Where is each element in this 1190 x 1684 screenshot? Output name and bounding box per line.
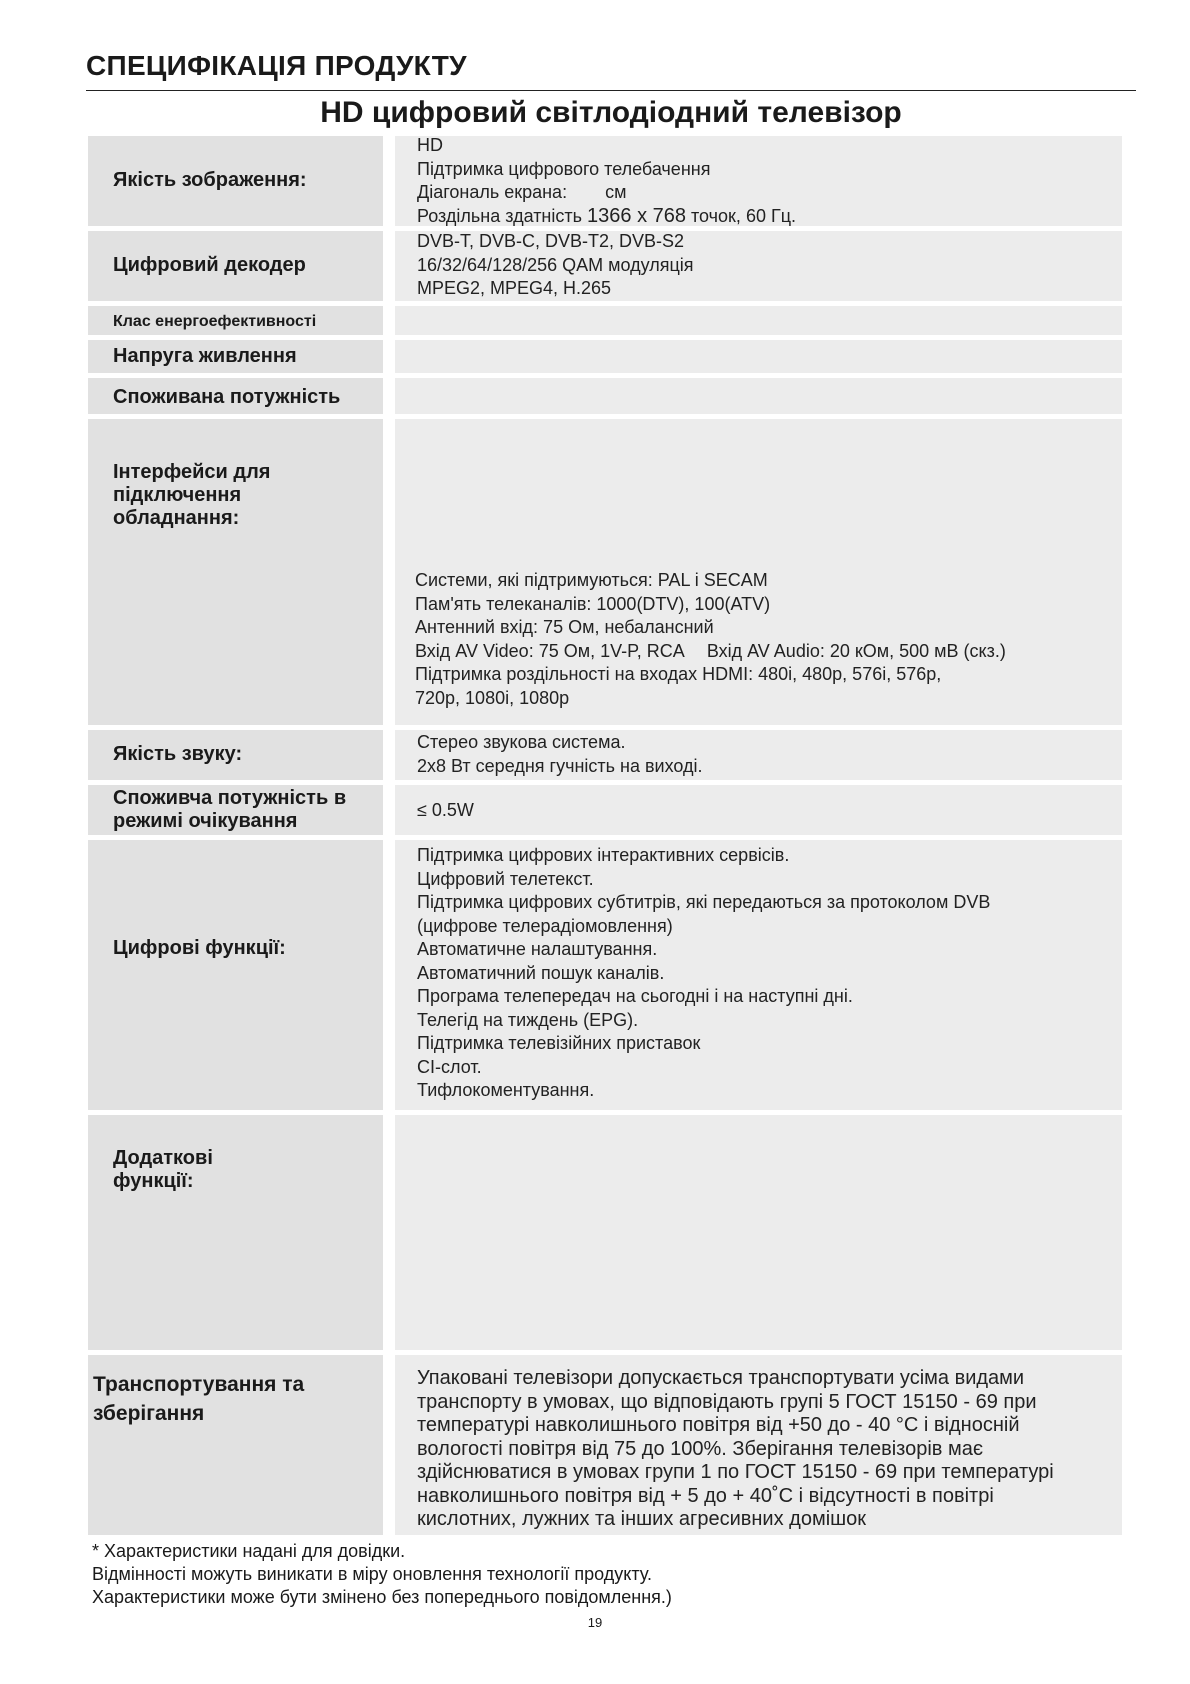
spec-value-cell bbox=[395, 1355, 1122, 1535]
spec-line: транспорту в умовах, що відповідають групі 5 ГОСТ 15150 - 69 при bbox=[417, 1390, 1037, 1413]
spec-line: Тифлокоментування. bbox=[417, 1080, 595, 1100]
spec-line: кислотних, лужних та інших агресивних домішок bbox=[417, 1508, 867, 1530]
spec-resolution: 1366 x 768 bbox=[587, 204, 686, 227]
spec-line: Діагональ екрана: bbox=[417, 182, 568, 202]
spec-line: Підтримка цифрового телебачення bbox=[417, 158, 711, 179]
spec-line: Системи, які підтримуються: PAL і SECAM bbox=[415, 570, 768, 590]
spec-value-cell bbox=[395, 840, 1122, 1110]
spec-line: температурі навколишнього повітря від +50 до - 40 °С і відносній bbox=[417, 1414, 1020, 1436]
spec-line: Пам'ять телеканалів: 1000(DTV), 100(ATV) bbox=[415, 593, 771, 614]
spec-line: Підтримка роздільності на входах HDMI: 480i, 480p, 576i, 576p, bbox=[415, 664, 942, 684]
spec-label: Споживана потужність bbox=[113, 386, 341, 408]
footnote-line: Характеристики може бути змінено без попереднього повідомлення.) bbox=[92, 1587, 672, 1607]
spec-line: Цифровий телетекст. bbox=[417, 868, 594, 889]
spec-line: навколишнього повітря від + 5 до + 40˚С і відсутності в повітрі bbox=[417, 1484, 994, 1507]
spec-line: Підтримка цифрових субтитрів, які передаються за протоколом DVB bbox=[417, 892, 991, 912]
spec-value-cell bbox=[395, 378, 1122, 414]
spec-row-extra bbox=[88, 1115, 1122, 1350]
spec-line: точок, 60 Гц. bbox=[691, 205, 797, 226]
spec-row-sound bbox=[88, 730, 1122, 780]
spec-label-cell bbox=[88, 785, 383, 835]
spec-line: Антенний вхід: 75 Ом, небалансний bbox=[415, 617, 714, 637]
spec-label-cell bbox=[88, 1355, 383, 1535]
spec-line: MPEG2, MPEG4, H.265 bbox=[417, 278, 612, 298]
page-title: СПЕЦИФІКАЦІЯ ПРОДУКТУ bbox=[86, 50, 467, 81]
spec-label: Додаткові функції: bbox=[113, 1147, 213, 1192]
spec-line: 2x8 Вт середня гучність на виході. bbox=[417, 755, 703, 776]
spec-row-voltage bbox=[88, 340, 1122, 373]
spec-row-power bbox=[88, 378, 1122, 414]
spec-value-cell bbox=[395, 306, 1122, 335]
spec-value-cell bbox=[395, 1115, 1122, 1350]
spec-line: Вхід AV Audio: 20 кОм, 500 мВ (скз.) bbox=[706, 640, 1006, 661]
spec-line: Стерео звукова система. bbox=[417, 732, 626, 752]
spec-line: Роздільна здатність bbox=[417, 205, 582, 226]
spec-line: CI-слот. bbox=[417, 1056, 482, 1077]
spec-line: 720p, 1080i, 1080p bbox=[415, 687, 570, 708]
spec-line: DVB-T, DVB-C, DVB-T2, DVB-S2 bbox=[417, 231, 685, 251]
spec-label-cell bbox=[88, 730, 383, 780]
spec-value-cell bbox=[395, 340, 1122, 373]
spec-label-cell bbox=[88, 340, 383, 373]
spec-value-cell bbox=[395, 419, 1122, 725]
spec-label: Напруга живлення bbox=[113, 345, 297, 367]
spec-label-cell bbox=[88, 306, 383, 335]
spec-row-digital bbox=[88, 840, 1122, 1110]
spec-line: Підтримка цифрових інтерактивних сервісів. bbox=[417, 845, 790, 865]
spec-value-cell bbox=[395, 136, 1122, 226]
footnote-line: * Характеристики надані для довідки. bbox=[92, 1541, 406, 1561]
spec-line: Вхід AV Video: 75 Ом, 1V-P, RCA bbox=[415, 640, 685, 661]
footnote bbox=[92, 1540, 672, 1609]
spec-label: Цифрові функції: bbox=[113, 937, 286, 959]
spec-label-cell bbox=[88, 840, 383, 1110]
spec-label: Якість зображення: bbox=[113, 169, 307, 191]
spec-line: 16/32/64/128/256 QAM модуляція bbox=[417, 254, 694, 275]
spec-label: Якість звуку: bbox=[113, 743, 243, 765]
spec-line: HD bbox=[417, 135, 443, 155]
spec-label: Інтерфейси для підключення обладнання: bbox=[113, 461, 271, 529]
title-rule bbox=[86, 90, 1136, 91]
spec-label: Цифровий декодер bbox=[113, 254, 306, 276]
spec-line: (цифрове телерадіомовлення) bbox=[417, 915, 673, 936]
spec-value: ≤ 0.5W bbox=[417, 800, 474, 820]
spec-label: Клас енергоефективності bbox=[113, 313, 317, 330]
spec-value-cell bbox=[395, 730, 1122, 780]
spec-row-picture bbox=[88, 136, 1122, 226]
spec-unit: см bbox=[605, 182, 627, 202]
spec-line: Автоматичний пошук каналів. bbox=[417, 962, 665, 983]
spec-label-cell bbox=[88, 136, 383, 226]
page-number: 19 bbox=[587, 1615, 603, 1630]
spec-label-cell bbox=[88, 231, 383, 301]
spec-label-cell bbox=[88, 1115, 383, 1350]
spec-line: Автоматичне налаштування. bbox=[417, 939, 658, 959]
spec-line: Підтримка телевізійних приставок bbox=[417, 1033, 701, 1053]
spec-label-cell bbox=[88, 378, 383, 414]
spec-line: вологості повітря від 75 до 100%. Зберігання телевізорів має bbox=[417, 1437, 984, 1460]
spec-label-cell bbox=[88, 419, 383, 725]
spec-value-cell bbox=[395, 231, 1122, 301]
spec-row-interfaces bbox=[88, 419, 1122, 725]
spec-row-decoder bbox=[88, 231, 1122, 301]
spec-label: Транспортування та зберігання bbox=[93, 1373, 305, 1425]
spec-line: Програма телепередач на сьогодні і на наступні дні. bbox=[417, 986, 853, 1006]
spec-line: здійснюватися в умовах групи 1 по ГОСТ 15150 - 69 при температурі bbox=[417, 1461, 1054, 1483]
footnote-line: Відмінності можуть виникати в міру оновлення технології продукту. bbox=[92, 1564, 652, 1584]
spec-row-standby bbox=[88, 785, 1122, 835]
product-subtitle: HD цифровий світлодіодний телевізор bbox=[320, 96, 902, 129]
spec-line: Телегід на тиждень (EPG). bbox=[417, 1009, 639, 1030]
spec-line: Упаковані телевізори допускається транспортувати усіма видами bbox=[417, 1367, 1025, 1389]
spec-label: Споживча потужність в режимі очікування bbox=[113, 787, 347, 832]
spec-value-cell bbox=[395, 785, 1122, 835]
spec-row-transport bbox=[88, 1355, 1122, 1535]
spec-row-energy-class bbox=[88, 306, 1122, 335]
